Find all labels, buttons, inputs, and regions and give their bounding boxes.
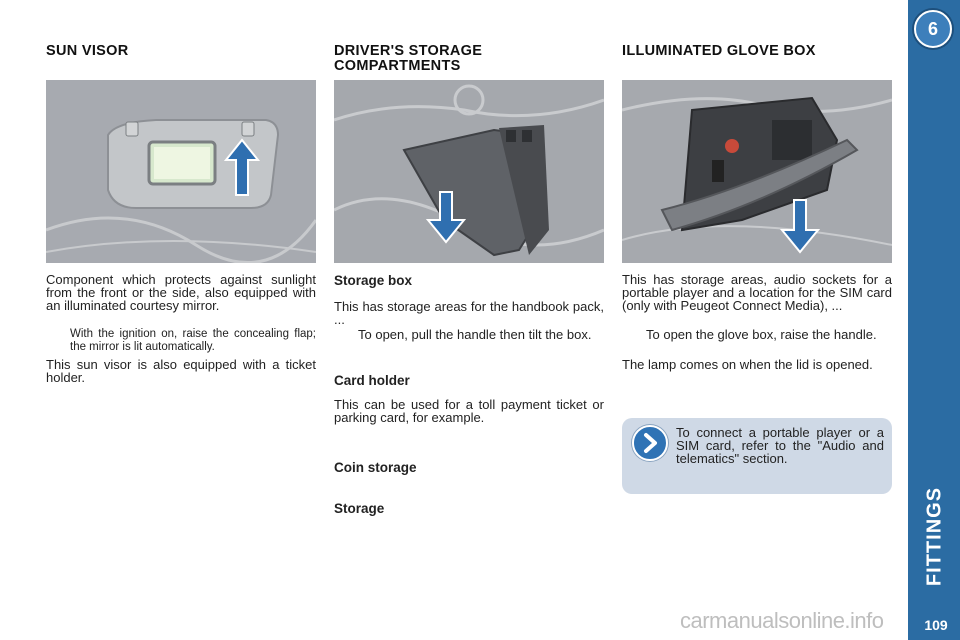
storage-title-line1: DRIVER'S STORAGE [334,43,483,59]
chevron-right-icon [632,425,668,461]
glove-box-illustration [622,80,892,263]
section-title-text: FITTINGS [923,486,946,587]
storage-box-bullet [334,328,604,341]
sun-visor-bullet-text: With the ignition on, raise the concealing flap; the mirror is lit automatically. [70,328,316,353]
glove-box-bullet-text: To open the glove box, raise the handle. [646,327,877,342]
coin-storage-heading: Coin storage [334,460,417,475]
glove-box-title: ILLUMINATED GLOVE BOX [622,43,816,59]
card-holder-description: This can be used for a toll payment ticket or parking card, for example. [334,397,604,425]
page-number: 109 [924,617,948,633]
sun-visor-ticket-holder: This sun visor is also equipped with a ticket holder. [46,357,316,385]
sun-visor-bullet [46,328,316,354]
glove-box-lamp-text: The lamp comes on when the lid is opened. [622,357,873,372]
card-holder-heading: Card holder [334,373,410,388]
sun-visor-title: SUN VISOR [46,43,129,59]
cross-reference-note-text: To connect a portable player or a SIM card, refer to the "Audio and telematics" section. [676,425,884,466]
storage-box-description: This has storage areas for the handbook pack, ... [334,299,604,327]
section-title [908,485,960,595]
storage-box-bullet-text: To open, pull the handle then tilt the box. [358,327,592,342]
storage-title [334,44,604,74]
glove-box-description: This has storage areas, audio sockets for a portable player and a location for the SIM card (only with Peugeot Connect Media), ... [622,272,892,313]
sun-visor-description: Component which protects against sunlight from the front or the side, also equipped with an illuminated courtesy mirror. [46,272,316,313]
glove-box-bullet [622,328,892,341]
watermark: carmanualsonline.info [680,608,884,633]
storage-heading: Storage [334,501,385,516]
storage-box-heading: Storage box [334,273,413,288]
storage-illustration [334,80,604,263]
sun-visor-illustration [46,80,316,263]
chapter-number: 6 [927,19,938,39]
chapter-badge [914,10,952,48]
storage-title-line2: COMPARTMENTS [334,58,461,74]
